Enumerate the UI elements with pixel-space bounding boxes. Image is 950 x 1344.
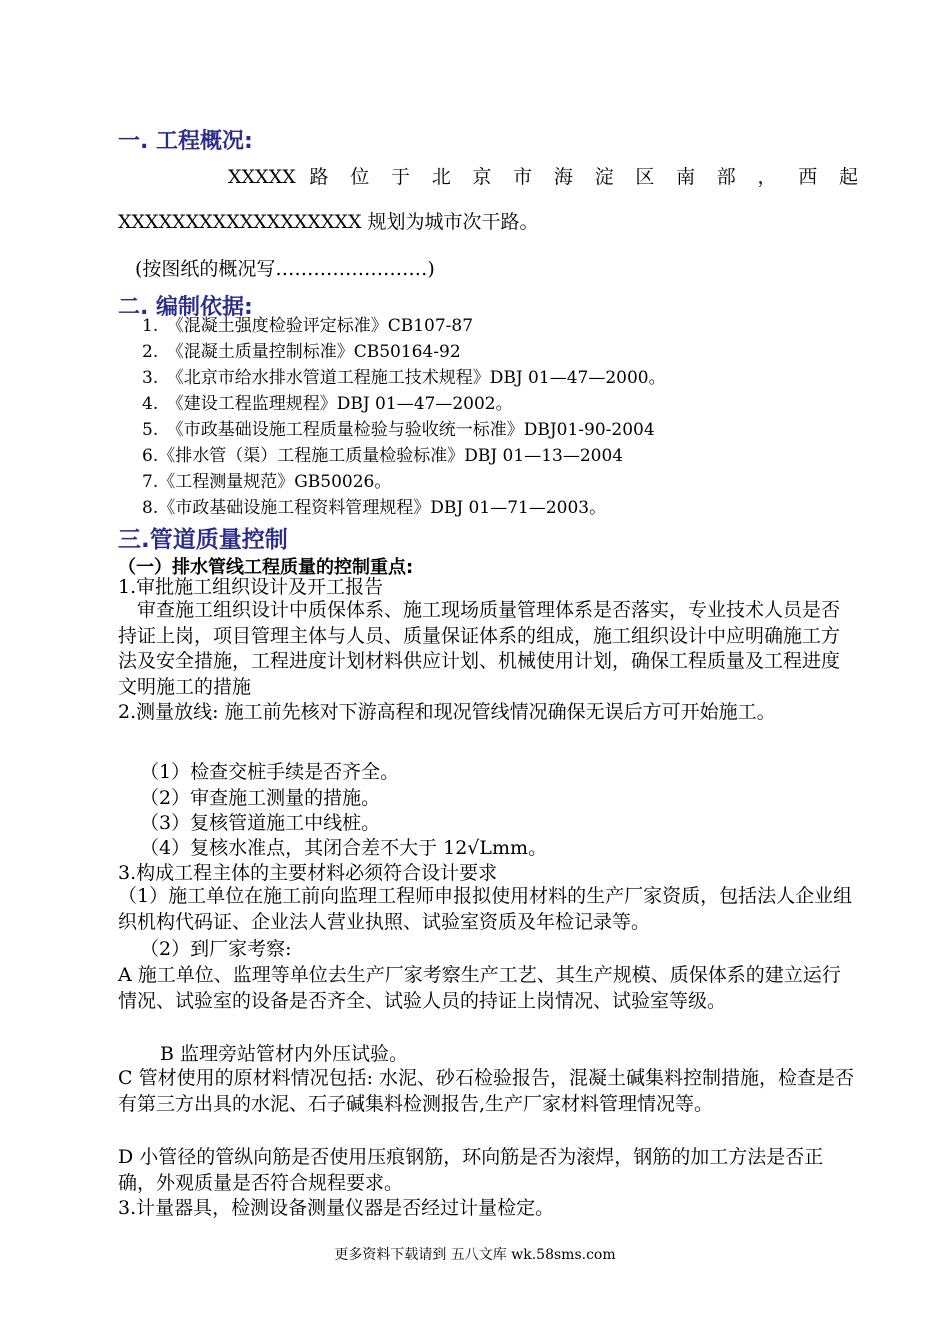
p2-item: （4）复核水准点，其闭合差不大于 12√Lmm。 <box>140 837 548 859</box>
basis-item: 2. 《混凝土质量控制标准》CB50164-92 <box>142 342 461 362</box>
basis-item: 5. 《市政基础设施工程质量检验与验收统一标准》DBJ01-90-2004 <box>142 420 655 440</box>
basis-item: 1. 《混凝土强度检验评定标准》CB107-87 <box>142 316 474 336</box>
basis-item: 7.《工程测量规范》GB50026。 <box>142 472 392 492</box>
p4-title: 3.计量器具，检测设备测量仪器是否经过计量检定。 <box>118 1197 555 1219</box>
section-heading-basis: 二. 编制依据: <box>118 295 253 320</box>
p2-item: （1）检查交桩手续是否齐全。 <box>140 761 400 783</box>
p3-title: 3.构成工程主体的主要材料必须符合设计要求 <box>118 862 498 884</box>
p1-title: 1.审批施工组织设计及开工报告 <box>118 576 384 598</box>
p2-item: （3）复核管道施工中线桩。 <box>140 812 381 834</box>
p3-f: D 小管径的管纵向筋是否使用压痕钢筋，环向筋是否为滚焊，钢筋的加工方法是否正确，外观质量是否符合规程要求。 <box>118 1146 824 1194</box>
basis-item: 4. 《建设工程监理规程》DBJ 01—47—2002。 <box>142 394 513 414</box>
overview-note: (按图纸的概况写……………………) <box>135 258 435 280</box>
p1-body: 审查施工组织设计中质保体系、施工现场质量管理体系是否落实，专业技术人员是否持证上岗，项目管理主体与人员、质量保证体系的组成，施工组织设计中应明确施工方法及安全措施，工程进度计划材料供应计划、机械使用计划，确保工程质量及工程进度文明施工的措施 <box>118 599 841 698</box>
p3-a: （1）施工单位在施工前向监理工程师申报拟使用材料的生产厂家资质，包括法人企业组织机构代码证、企业法人营业执照、试验室资质及年检记录等。 <box>118 885 853 933</box>
overview-line-1: XXXXX 路 位 于 北 京 市 海 淀 区 南 部 ， 西 起 <box>228 166 858 188</box>
basis-item: 8.《市政基础设施工程资料管理规程》DBJ 01—71—2003。 <box>142 498 607 518</box>
p2-body: 2.测量放线: 施工前先核对下游高程和现况管线情况确保无误后方可开始施工。 <box>118 701 776 723</box>
section-heading-quality: 三.管道质量控制 <box>118 527 288 553</box>
p2-item: （2）审查施工测量的措施。 <box>140 787 381 809</box>
section-heading-overview: 一. 工程概况: <box>118 129 253 154</box>
page-footer: 更多资料下载请到 五八文库 wk.58sms.com <box>334 1247 616 1263</box>
p3-c: A 施工单位、监理等单位去生产厂家考察生产工艺、其生产规模、质保体系的建立运行情况、试验室的设备是否齐全、试验人员的持证上岗情况、试验室等级。 <box>118 964 841 1012</box>
p3-d: B 监理旁站管材内外压试验。 <box>160 1043 409 1065</box>
overview-line-2: XXXXXXXXXXXXXXXXXX 规划为城市次干路。 <box>118 211 539 233</box>
basis-item: 3. 《北京市给水排水管道工程施工技术规程》DBJ 01—47—2000。 <box>142 368 666 388</box>
basis-item: 6.《排水管（渠）工程施工质量检验标准》DBJ 01—13—2004 <box>142 446 624 466</box>
subheading-control-points: （一）排水管线工程质量的控制重点: <box>118 557 414 578</box>
p3-e: C 管材使用的原材料情况包括: 水泥、砂石检验报告，混凝土碱集料控制措施，检查是否有第三方出具的水泥、石子碱集料检测报告,生产厂家材料管理情况等。 <box>118 1067 855 1115</box>
p3-b: （2）到厂家考察: <box>140 938 292 960</box>
